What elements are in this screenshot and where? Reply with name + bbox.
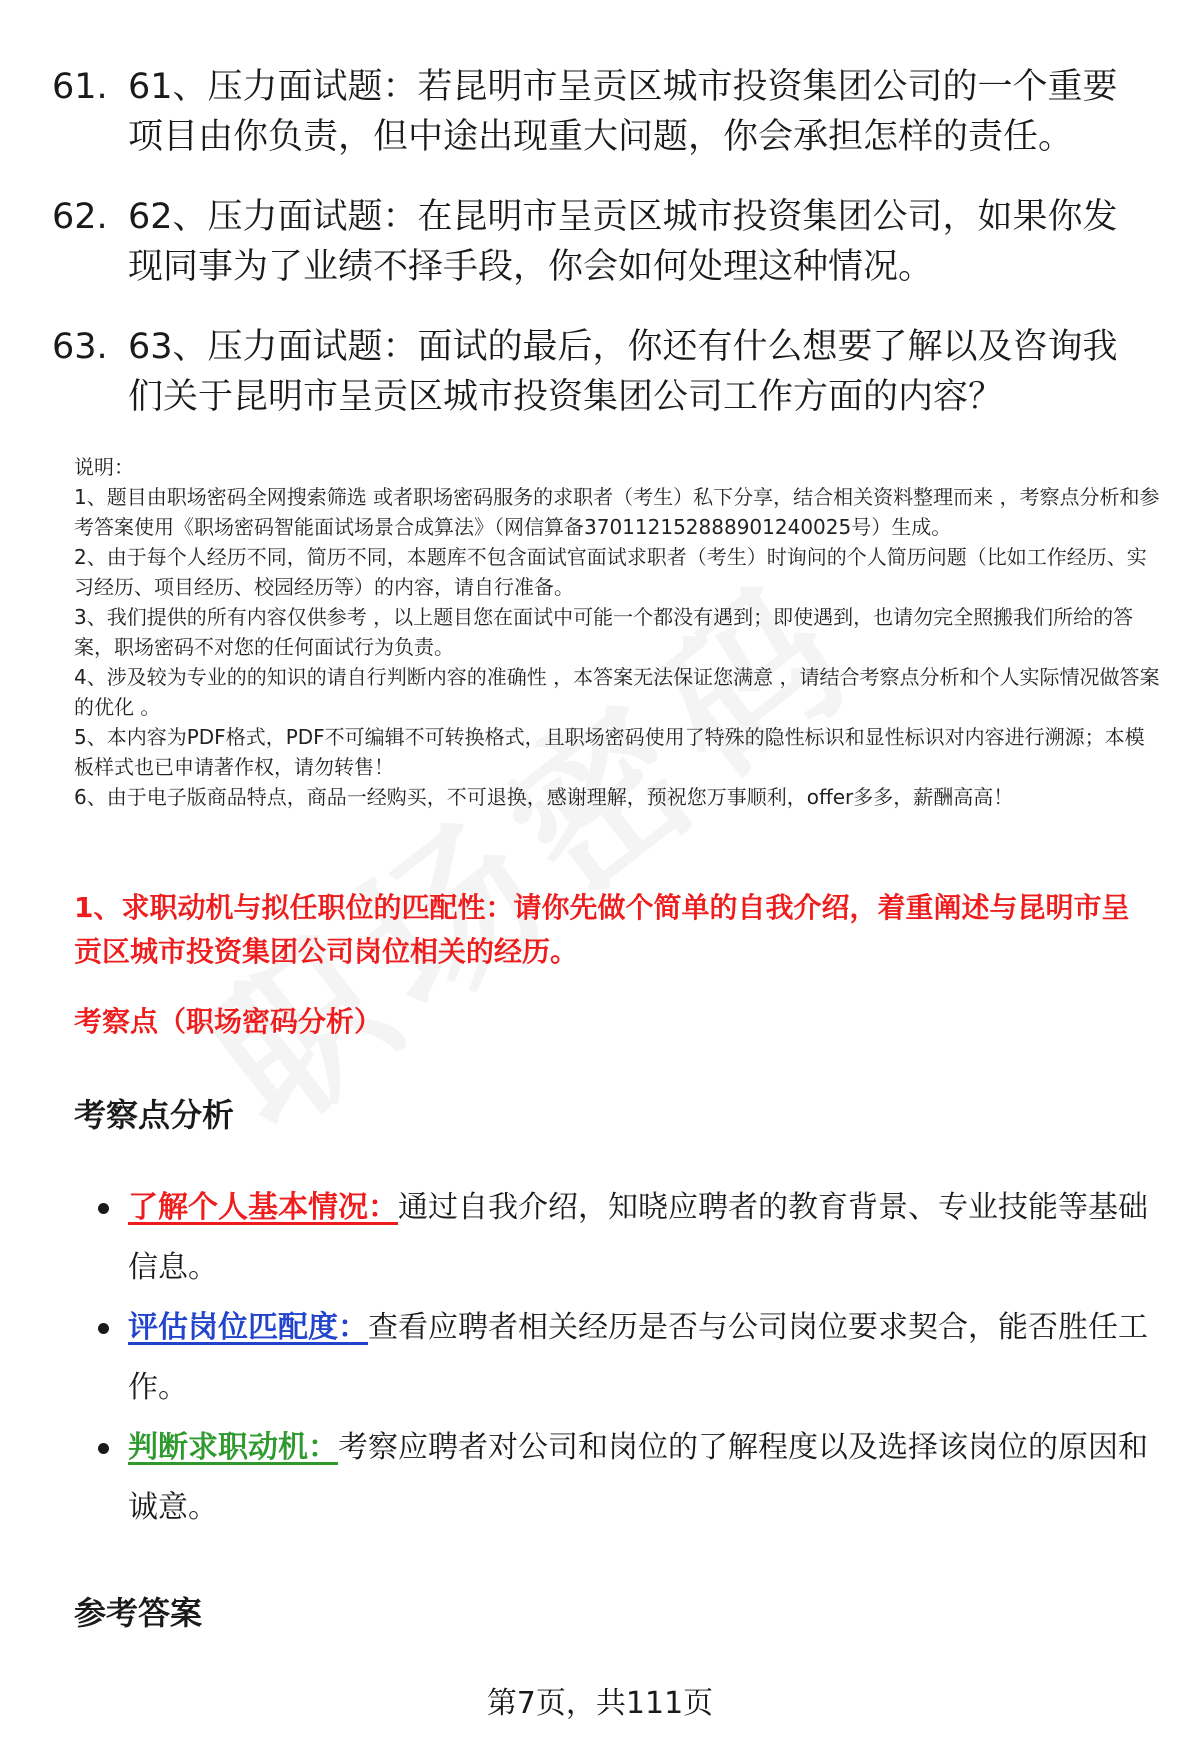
notice-item-1: 1、题目由职场密码全网搜索筛选 或者职场密码服务的求职者（考生）私下分享，结合相关资料整理而来 ，考察点分析和参考答案使用《职场密码智能面试场景合成算法》（网信算备370112152888901240025号）生成。	[74, 485, 1160, 539]
notice-item-2: 2、由于每个人经历不同，简历不同，本题库不包含面试官面试求职者（考生）时询问的个人简历问题（比如工作经历、实习经历、项目经历、校园经历等）的内容，请自行准备。	[74, 545, 1147, 599]
analysis-item-title: 了解个人基本情况：	[128, 1190, 398, 1225]
question-text: 61、压力面试题：若昆明市呈贡区城市投资集团公司的一个重要项目由你负责，但中途出现重大问题，你会承担怎样的责任。	[128, 67, 1118, 157]
main-question: 1、求职动机与拟任职位的匹配性：请你先做个简单的自我介绍，着重阐述与昆明市呈贡区城市投资集团公司岗位相关的经历。	[74, 891, 1130, 968]
question-item-62	[52, 192, 1152, 292]
notice-title: 说明：	[74, 455, 134, 479]
notice-item-6: 6、由于电子版商品特点，商品一经购买，不可退换，感谢理解，预祝您万事顺利，offer多多，薪酬高高！	[74, 785, 1014, 809]
analysis-item	[96, 1298, 1156, 1418]
question-number: 63.	[52, 327, 108, 367]
analysis-item-title: 判断求职动机：	[128, 1430, 338, 1465]
point-label: 考察点（职场密码分析）	[74, 1005, 383, 1038]
question-list	[52, 62, 1152, 452]
analysis-item-text: 考察应聘者对公司和岗位的了解程度以及选择该岗位的原因和诚意。	[128, 1430, 1148, 1525]
answer-heading: 参考答案	[74, 1594, 203, 1632]
analysis-item	[96, 1178, 1156, 1298]
question-text: 62、压力面试题：在昆明市呈贡区城市投资集团公司，如果你发现同事为了业绩不择手段，你会如何处理这种情况。	[128, 197, 1118, 287]
bullet-icon	[96, 1418, 128, 1478]
bullet-icon	[96, 1178, 128, 1238]
analysis-list	[96, 1178, 1156, 1538]
analysis-heading: 考察点分析	[74, 1096, 235, 1134]
question-text: 63、压力面试题：面试的最后，你还有什么想要了解以及咨询我们关于昆明市呈贡区城市投资集团公司工作方面的内容？	[128, 327, 1118, 417]
page-footer: 第7页，共111页	[486, 1686, 714, 1721]
analysis-item-title: 评估岗位匹配度：	[128, 1310, 368, 1345]
analysis-item-text: 通过自我介绍，知晓应聘者的教育背景、专业技能等基础信息。	[128, 1190, 1148, 1285]
notice-item-3: 3、我们提供的所有内容仅供参考 ，以上题目您在面试中可能一个都没有遇到；即使遇到，也请勿完全照搬我们所给的答案，职场密码不对您的任何面试行为负责。	[74, 605, 1134, 659]
question-item-63	[52, 322, 1152, 422]
question-item-61	[52, 62, 1152, 162]
notice-item-5: 5、本内容为PDF格式，PDF不可编辑不可转换格式，且职场密码使用了特殊的隐性标识和显性标识对内容进行溯源；本模板样式也已申请著作权，请勿转售！	[74, 725, 1145, 779]
notice-item-4: 4、涉及较为专业的的知识的请自行判断内容的准确性 ，本答案无法保证您满意 ，请结合考察点分析和个人实际情况做答案的优化 。	[74, 665, 1160, 719]
question-number: 62.	[52, 197, 108, 237]
question-number: 61.	[52, 67, 108, 107]
analysis-item-text: 查看应聘者相关经历是否与公司岗位要求契合，能否胜任工作。	[128, 1310, 1148, 1405]
notice-block	[74, 452, 1164, 812]
analysis-item	[96, 1418, 1156, 1538]
bullet-icon	[96, 1298, 128, 1358]
